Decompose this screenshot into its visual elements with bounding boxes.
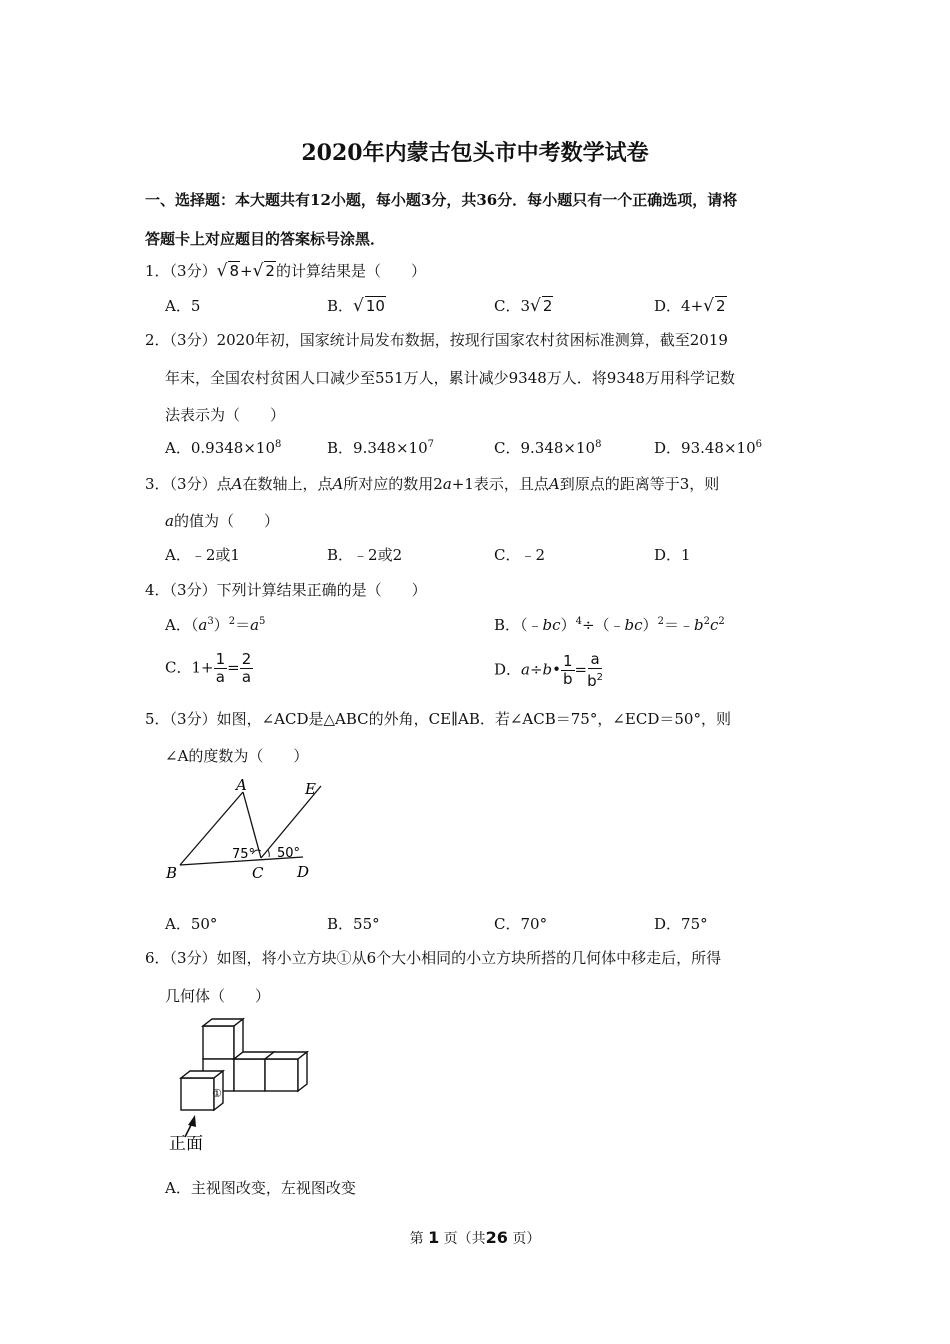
- q2-option-d: D．$93.48\times 10^6$: [654, 439, 763, 457]
- q5-option-d: D．75°: [654, 915, 708, 933]
- question-6: 6．（3分）如图，将小立方块①从6个大小相同的小立方块所搭的几何体中移走后，所得: [145, 949, 722, 967]
- q3-option-c: C．﹣2: [494, 546, 546, 564]
- q4-option-a: A．$(a^3)^2=a^5$: [165, 616, 266, 634]
- question-2-line3: 法表示为（ ）: [165, 406, 286, 424]
- q5-option-c: C．70°: [494, 915, 548, 933]
- q3-option-d: D．1: [654, 546, 691, 564]
- front-label: 正面: [169, 1134, 203, 1154]
- angle-50: 50°: [277, 846, 301, 861]
- triangle-figure: [160, 772, 340, 887]
- q4-option-c: C．1+ $\frac{1}{a}$ = $\frac{2}{a}$: [165, 650, 252, 686]
- q3-option-b: B．﹣2或2: [327, 546, 403, 564]
- arrow-icon: [188, 1115, 196, 1127]
- q3-option-a: A．﹣2或1: [165, 546, 240, 564]
- question-4: 4．（3分）下列计算结果正确的是（ ）: [145, 581, 427, 599]
- page-title: 2020年内蒙古包头市中考数学试卷: [301, 140, 649, 166]
- q1-option-b: B．√ 10: [327, 296, 385, 316]
- label-c: C: [252, 864, 264, 882]
- q2-option-c: C．$9.348\times 10^8$: [494, 439, 602, 457]
- fraction: $\frac{1}{a}$: [215, 650, 226, 686]
- section-heading: 一、选择题：本大题共有12小题，每小题3分，共36分．每小题只有一个正确选项，请将: [145, 191, 738, 209]
- q6-option-a: A．主视图改变，左视图改变: [165, 1179, 356, 1197]
- label-b: B: [166, 864, 178, 882]
- q1-option-a: A．5: [165, 297, 201, 315]
- cube-mark: ①: [212, 1087, 222, 1100]
- question-3-line2: a的值为（ ）: [165, 512, 279, 530]
- q1-option-d: D．4+√ 2: [654, 296, 726, 316]
- q1-option-c: C．3√ 2: [494, 296, 553, 316]
- fraction: $\frac{a}{b^2}$: [587, 650, 604, 690]
- section-heading-cont: 答题卡上对应题目的答案标号涂黑．: [145, 230, 386, 248]
- sqrt-icon: √: [353, 296, 364, 316]
- question-1: 1．（3分）√ 8+√ 2的计算结果是（ ）: [145, 261, 426, 281]
- question-5-line2: ∠A的度数为（ ）: [165, 747, 309, 765]
- question-5: 5．（3分）如图，∠ACD是△ABC的外角，CE∥AB．若∠ACB＝75°，∠ECD＝50°，则: [145, 710, 731, 728]
- question-2-line2: 年末，全国农村贫困人口减少至551万人，累计减少9348万人．将9348万用科学记数: [165, 369, 735, 387]
- label-a: A: [236, 776, 247, 794]
- sqrt-icon: √: [703, 296, 714, 316]
- q5-option-a: A．50°: [165, 915, 218, 933]
- sqrt-icon: √: [216, 261, 228, 281]
- question-3: 3．（3分）点A在数轴上，点A所对应的数用2a+1表示，且点A到原点的距离等于3，则: [145, 475, 720, 493]
- cube-figure: [165, 1015, 325, 1155]
- label-d: D: [297, 863, 310, 881]
- question-6-line2: 几何体（ ）: [165, 987, 271, 1005]
- angle-75: 75°: [232, 847, 256, 862]
- q5-option-b: B．55°: [327, 915, 380, 933]
- q2-option-a: A．$0.9348\times 10^8$: [165, 439, 282, 457]
- question-2: 2．（3分）2020年初，国家统计局发布数据，按现行国家农村贫困标准测算，截至2019: [145, 331, 728, 349]
- sqrt-icon: √: [530, 296, 541, 316]
- fraction: $\frac{2}{a}$: [241, 650, 252, 686]
- q2-option-b: B．$9.348\times 10^7$: [327, 439, 435, 457]
- page-footer: 第 1 页（共26 页）: [409, 1228, 541, 1247]
- label-e: E: [305, 780, 316, 798]
- q4-option-d: D．a÷b• $\frac{1}{b}$ = $\frac{a}{b^2}$: [494, 650, 604, 690]
- fraction: $\frac{1}{b}$: [563, 652, 573, 688]
- q4-option-b: B．$(﹣bc)^4\div(﹣bc)^2=﹣b^2c^2$: [494, 616, 725, 634]
- sqrt-icon: √: [252, 261, 264, 281]
